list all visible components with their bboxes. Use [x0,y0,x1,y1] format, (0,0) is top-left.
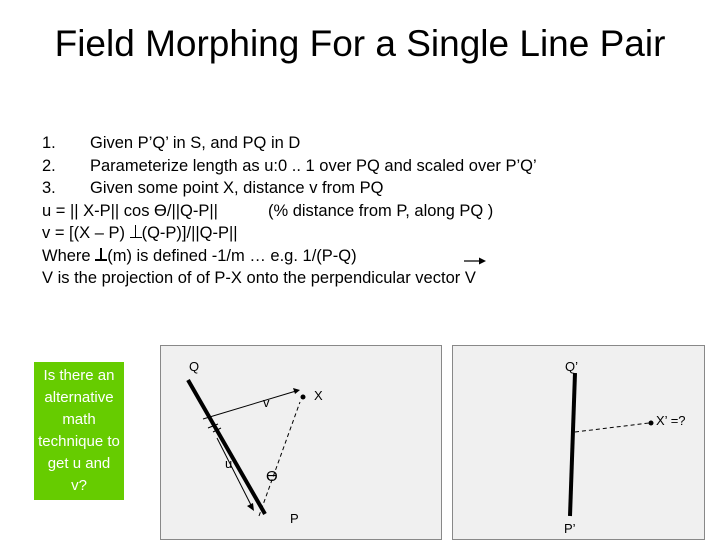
where-line [42,245,702,268]
u-formula: u = || X-P|| cos Ө/||Q-P|| [42,201,218,220]
step-text: Parameterize length as u:0 .. 1 over PQ and scaled over P’Q’ [90,156,537,175]
slide-title: Field Morphing For a Single Line Pair [54,23,666,64]
vector-v-label: V [464,269,476,287]
label-p: P [290,511,299,526]
vector-v [465,267,476,290]
label-theta: Ө [266,468,278,485]
projection-line [42,267,702,290]
line-px [259,402,300,516]
step-1 [42,132,702,155]
step-2 [42,155,702,178]
callout-text: Is there an alternative math technique to get u and v? [38,367,120,494]
where-label: Where [42,246,91,265]
source-diagram-drawing [161,346,443,541]
point-x-prime [649,421,654,426]
step-3 [42,177,702,200]
point-x [301,395,306,400]
line-x-prime [575,423,649,432]
label-v: v [263,395,270,410]
vector-arrow-icon [464,257,486,265]
step-text: Given P’Q’ in S, and PQ in D [90,134,301,152]
u-note: (% distance from P, along PQ ) [267,201,494,220]
perpendicular-icon [95,248,107,262]
v-equation [42,222,702,245]
perpendicular-icon [130,225,142,239]
u-arrow [217,438,252,507]
label-u: u [225,456,233,471]
v-arrow [203,391,296,419]
question-callout [34,362,124,500]
destination-diagram-drawing [453,346,706,541]
v-formula-end: (Q-P)]/||Q-P|| [141,224,238,242]
destination-line-diagram [452,345,705,540]
where-definition: (m) is defined -1/m … e.g. 1/(P-Q) [107,246,357,265]
label-x-prime: X’ =? [656,413,686,428]
label-p-prime: P’ [564,521,576,536]
step-number: 2. [42,156,56,175]
line-p-prime-q-prime [570,373,575,516]
v-arrowhead-icon [293,388,300,394]
projection-text: V is the projection of of P-X onto the perpendicular vector [42,269,461,287]
line-pq [188,380,265,514]
step-number: 3. [42,179,56,197]
slide-body [42,132,702,290]
step-number: 1. [42,134,56,152]
label-x: X [314,388,323,403]
v-formula-start: v = [(X – P) [42,224,125,242]
label-q: Q [189,359,200,374]
u-equation [42,200,702,223]
source-line-diagram [160,345,442,540]
step-text: Given some point X, distance v from PQ [90,179,384,197]
label-q-prime: Q’ [565,359,578,374]
